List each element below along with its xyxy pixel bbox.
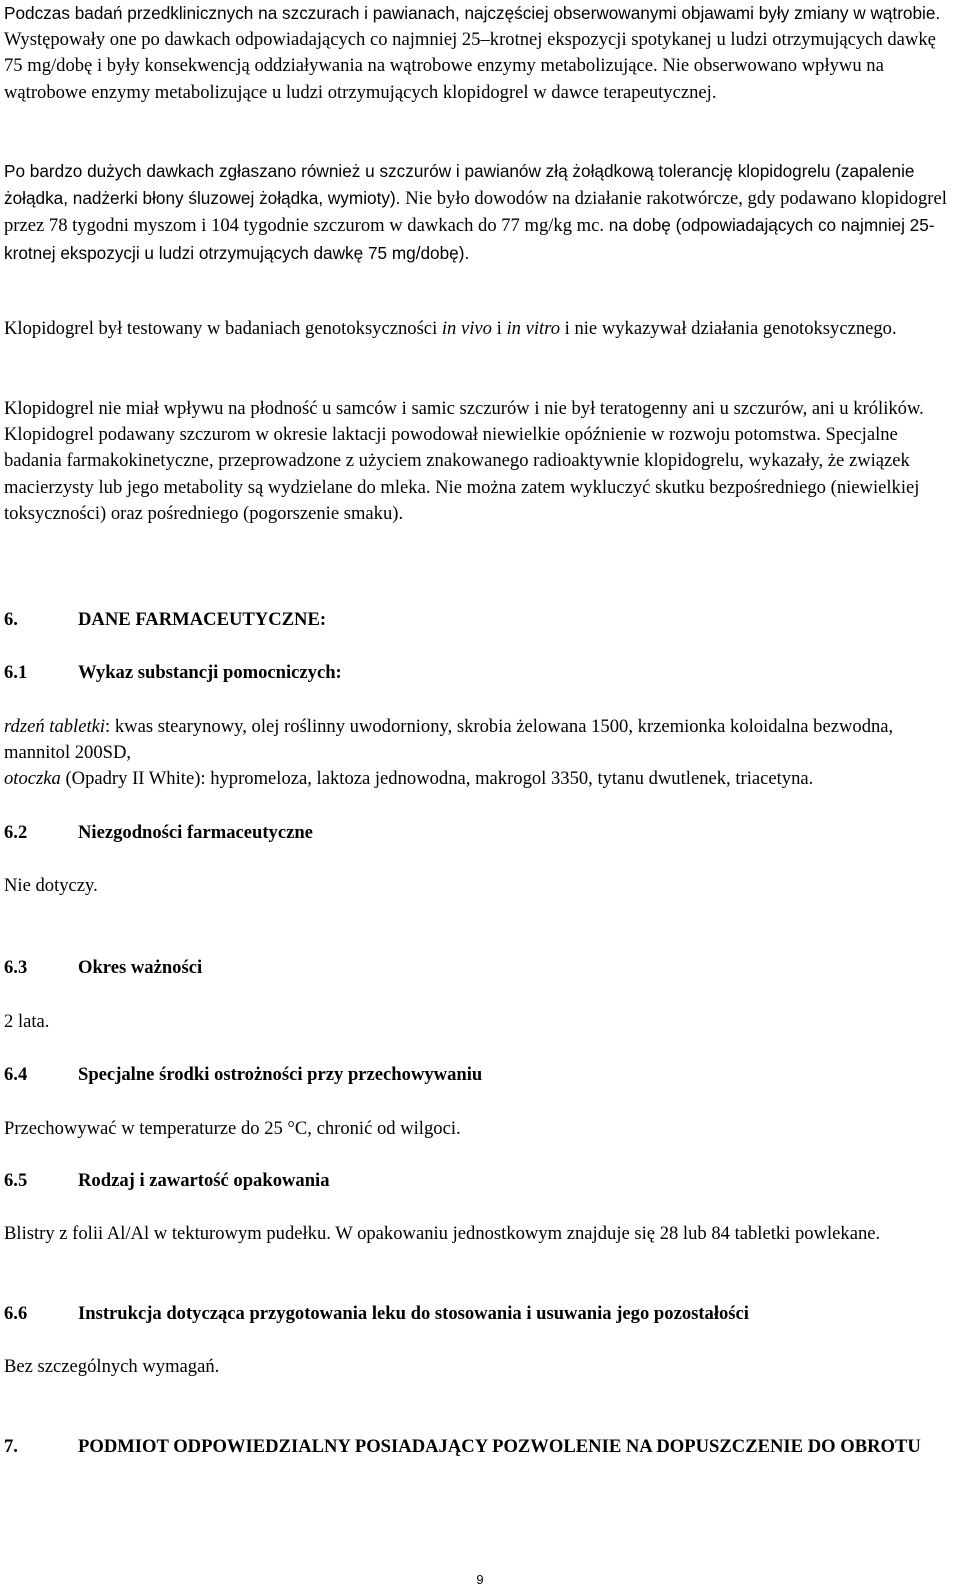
text-run: Nie było dowodów na działanie rakotwórcze, gdy podawano klopidogrel przez 78 tygodni myszom i 104 tygodnie szczurom w dawkach do 77 mg/kg mc. <box>4 188 947 237</box>
section-number: 6. <box>4 609 18 630</box>
section-6-2-text: Nie dotyczy. <box>4 875 98 896</box>
section-6-5-heading <box>4 1168 952 1194</box>
text-italic: in vivo <box>441 318 492 339</box>
section-title: Instrukcja dotycząca przygotowania leku do stosowania i usuwania jego pozostałości <box>78 1303 749 1324</box>
section-6-3-text: 2 lata. <box>4 1011 50 1032</box>
text-run: Występowały one po dawkach odpowiadających co najmniej 25–krotnej ekspozycji spotykanej u ludzi otrzymujących dawkę 75 mg/dobę i były konsekwencją oddziaływania na wątrobowe enzymy metabolizujące. Nie obserwowano wpływu na wątrobowe enzymy metabolizujące u ludzi otrzymujących klopidogrel w dawce terapeutycznej. <box>4 29 936 103</box>
section-title: DANE FARMACEUTYCZNE: <box>78 609 327 630</box>
section-6-5-text: Blistry z folii Al/Al w tekturowym pudełku. W opakowaniu jednostkowym znajduje się 28 lub 84 tabletki powlekane. <box>4 1223 881 1244</box>
section-7-heading <box>4 1434 952 1460</box>
paragraph-gastric-tolerance <box>4 158 952 267</box>
excipient-core-label: rdzeń tabletki <box>4 716 106 737</box>
section-6-6-heading <box>4 1301 952 1327</box>
text-run: Po bardzo dużych dawkach zgłaszano również u szczurów i pawianów złą żołądkową tolerancję klopidogrelu (zapalenie żołądka, nadżerki błony śluzowej żołądka, wymioty). <box>4 161 915 209</box>
excipient-coat-text: (Opadry II White): hypromeloza, laktoza jednowodna, makrogol 3350, tytanu dwutlenek, triacetyna. <box>60 768 814 790</box>
text-italic: in vitro <box>506 318 560 339</box>
text-run: i <box>491 318 507 339</box>
section-number: 6.5 <box>4 1170 28 1191</box>
excipient-coat-label: otoczka <box>4 768 61 790</box>
section-6-2-heading <box>4 820 952 846</box>
text-run: i nie wykazywał działania genotoksycznego. <box>560 318 897 339</box>
section-title: PODMIOT ODPOWIEDZIALNY POSIADAJĄCY POZWOLENIE NA DOPUSZCZENIE DO OBROTU <box>78 1436 921 1457</box>
excipient-core-text: : kwas stearynowy, olej roślinny uwodorniony, skrobia żelowana 1500, krzemionka koloidalna bezwodna, mannitol 200SD, <box>4 716 894 764</box>
section-number: 6.4 <box>4 1064 28 1085</box>
text-run: Klopidogrel był testowany w badaniach genotoksyczności <box>4 318 442 339</box>
paragraph-genotoxicity <box>4 316 952 342</box>
text-run: na dobę (odpowiadających co najmniej 25-krotnej ekspozycji u ludzi otrzymujących dawkę 75 mg/dobę). <box>4 215 935 263</box>
section-6-heading <box>4 607 952 633</box>
section-title: Okres ważności <box>78 957 203 978</box>
section-number: 6.1 <box>4 662 28 683</box>
section-title: Niezgodności farmaceutyczne <box>78 822 313 843</box>
paragraph-fertility: Klopidogrel nie miał wpływu na płodność u samców i samic szczurów i nie był teratogenny ani u szczurów, ani u królików. Klopidogrel podawany szczurom w okresie laktacji powodował niewielkie opóźnienie w rozwoju potomstwa. Specjalne badania farmakokinetyczne, przeprowadzone z użyciem znakowanego radioaktywnie klopidogrelu, wykazały, że związek macierzysty lub jego metabolity są wydzielane do mleka. Nie można zatem wykluczyć skutku bezpośredniego (niewielkiej toksyczności) oraz pośredniego (pogorszenie smaku). <box>4 398 924 524</box>
section-number: 7. <box>4 1436 18 1457</box>
page-number: 9 <box>476 1572 484 1587</box>
paragraph-preclinical-liver <box>4 0 952 106</box>
text-run: Podczas badań przedklinicznych na szczurach i pawianach, najczęściej obserwowanymi objawami były zmiany w wątrobie. <box>4 3 941 23</box>
section-6-1-heading <box>4 660 952 686</box>
section-6-4-heading <box>4 1062 952 1088</box>
section-6-6-text: Bez szczególnych wymagań. <box>4 1356 220 1377</box>
section-title: Specjalne środki ostrożności przy przechowywaniu <box>78 1064 483 1085</box>
section-number: 6.6 <box>4 1303 28 1324</box>
section-title: Rodzaj i zawartość opakowania <box>78 1170 330 1191</box>
excipients-list <box>4 714 952 793</box>
section-title: Wykaz substancji pomocniczych: <box>78 662 342 683</box>
section-number: 6.2 <box>4 822 28 843</box>
section-number: 6.3 <box>4 957 28 978</box>
section-6-4-text: Przechowywać w temperaturze do 25 °C, chronić od wilgoci. <box>4 1118 461 1139</box>
section-6-3-heading <box>4 955 952 981</box>
